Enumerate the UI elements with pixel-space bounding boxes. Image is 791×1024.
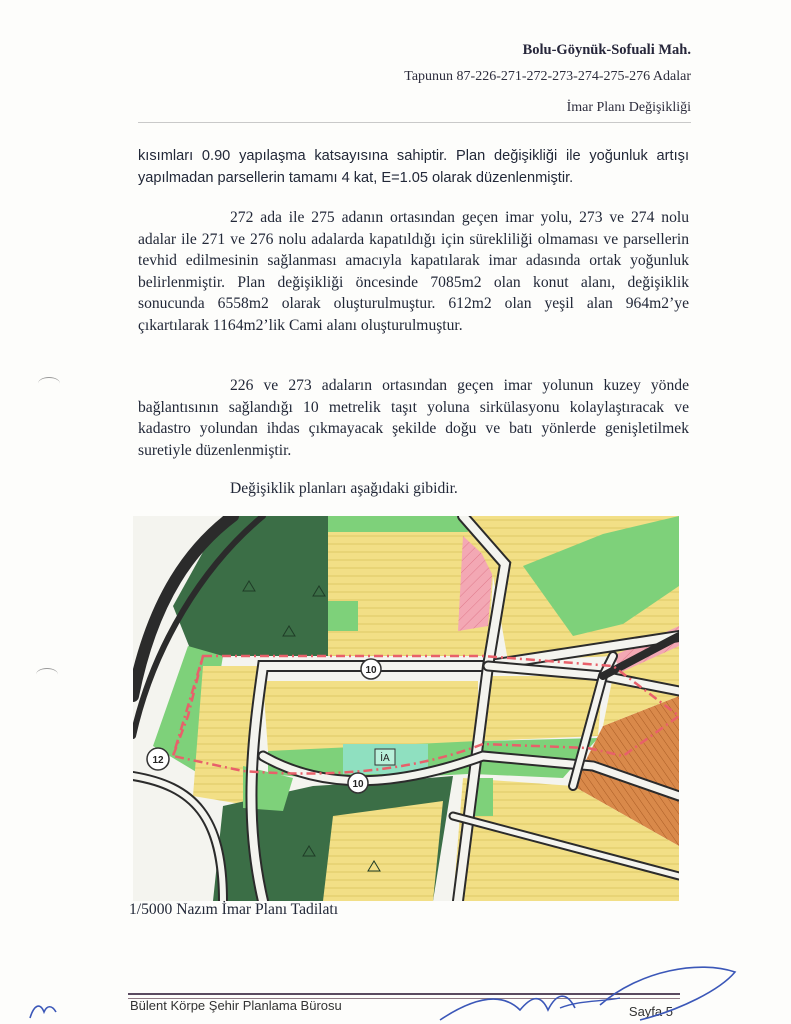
svg-text:10: 10: [365, 665, 377, 676]
svg-text:10: 10: [352, 779, 364, 790]
zoning-plan-map: [133, 516, 679, 901]
header-location: Bolu-Göynük-Sofuali Mah.: [522, 42, 691, 58]
paragraph-3: 226 ve 273 adaların ortasından geçen imar yolunun kuzey yönde bağlantısının sağlandığı 10 metrelik taşıt yoluna sirkülasyonu kolaylaştıracak ve kadastro yolundan ihdas çıkmayacak şekilde doğu ve batı yönlerde genişletilmek suretiyle düzenlenmiştir.: [138, 377, 689, 459]
road-label-10-south: [348, 773, 368, 793]
zoning-plan-svg: [133, 516, 679, 901]
paragraph-2: 272 ada ile 275 adanın ortasından geçen imar yolu, 273 ve 274 nolu adalar ile 271 ve 276 nolu adalarda kapatıldığı için sürekliliği olmaması ve parsellerin tevhid edilmesinin sağlanması amacıyla kapatılarak imar adasında ortak yoğunluk belirlenmiştir. Plan değişikliği öncesinde 7085m2 olan konut alanı, değişiklik sonucunda 6558m2 olarak oluşturulmuştur. 612m2 olan yeşil alan 964m2’ye çıkartılarak 1164m2’lik Cami alanı oluşturulmuştur.: [138, 209, 689, 334]
footer-office-name: Bülent Körpe Şehir Planlama Bürosu: [130, 998, 342, 1013]
paragraph-4: Değişiklik planları aşağıdaki gibidir.: [230, 480, 458, 497]
handwritten-signature: [0, 950, 791, 1024]
footer-page-number: Sayfa 5: [628, 1004, 673, 1019]
road-label-12: [147, 748, 169, 770]
paragraph-1: kısımları 0.90 yapılaşma katsayısına sahiptir. Plan değişikliği ile yoğunluk artışı yapılmadan parsellerin tamamı 4 kat, E=1.05 olarak düzenlenmiştir.: [138, 148, 689, 186]
residential-zone: [263, 681, 478, 751]
header-divider: [138, 122, 691, 123]
svg-text:İA: İA: [380, 753, 390, 764]
header-deed-numbers: Tapunun 87-226-271-272-273-274-275-276 Adalar: [404, 69, 691, 84]
mosque-area-label: [375, 749, 395, 765]
road-label-10-north: [361, 659, 381, 679]
svg-text:12: 12: [152, 755, 164, 766]
punch-hole-mark: [36, 668, 58, 681]
punch-hole-mark: [38, 377, 60, 390]
map-caption: 1/5000 Nazım İmar Planı Tadilatı: [129, 901, 339, 918]
residential-zone: [323, 801, 443, 901]
header-subject: İmar Planı Değişikliği: [566, 100, 691, 115]
